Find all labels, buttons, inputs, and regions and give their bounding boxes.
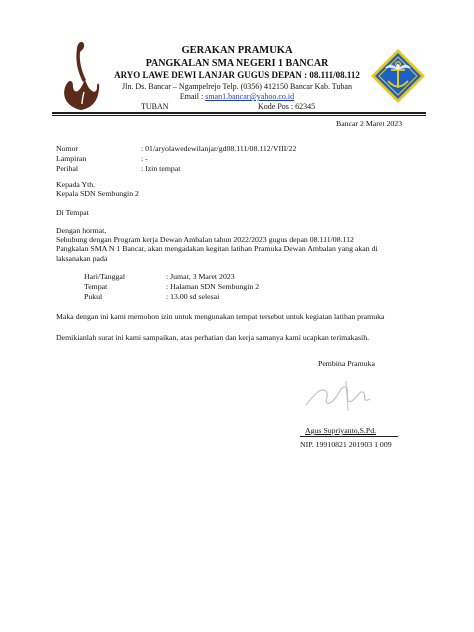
address-line: Jln. Ds. Bancar – Ngampelrejo Telp. (0356) 412150 Bancar Kab. Tuban bbox=[122, 82, 352, 91]
recipient-salutation: Kepada Yth. bbox=[56, 180, 96, 189]
meta-value-perihal: : Izin tempat bbox=[141, 164, 181, 173]
email-link[interactable]: sman1.bancar@yahoo.co.id bbox=[205, 92, 295, 101]
signature-title: Pembina Pramuka bbox=[318, 359, 375, 368]
paragraph-1-line-1: Sehubung dengan Program kerja Dewan Ambalan tahun 2022/2023 gugus depan 08.111/08.112 bbox=[56, 235, 354, 244]
school-name: PANGKALAN SMA NEGERI 1 BANCAR bbox=[145, 58, 329, 69]
signature-underline bbox=[300, 436, 398, 437]
detail-label-hari: Hari/Tanggal bbox=[84, 272, 126, 281]
meta-value-nomor: : 01/aryolawedewilanjar/gd08.111/08.112/VIII/22 bbox=[141, 144, 297, 153]
meta-label-perihal: Perihal bbox=[56, 164, 79, 173]
greeting: Dengan hormat, bbox=[56, 226, 107, 235]
gugus-depan-title: ARYO LAWE DEWI LANJAR GUGUS DEPAN : 08.111/08.112 bbox=[114, 70, 360, 80]
signatory-nip: NIP. 19910821 201903 1 009 bbox=[300, 440, 392, 449]
detail-value-pukul: : 13.00 sd selesai bbox=[166, 292, 220, 301]
paragraph-1-line-3: laksanakan pada bbox=[56, 254, 108, 263]
email-line bbox=[0, 93, 474, 101]
recipient-name: Kepala SDN Sembungin 2 bbox=[56, 189, 139, 198]
city-label: TUBAN bbox=[141, 102, 169, 111]
paragraph-3: Demikianlah surat ini kami sampaikan, atas perhatian dan kerja samanya kami ucapkan terimakasih. bbox=[56, 333, 370, 342]
letterhead-divider bbox=[52, 112, 426, 114]
signatory-name: Agus Supriyanto,S.Pd. bbox=[305, 426, 377, 435]
detail-label-pukul: Pukul bbox=[84, 292, 103, 301]
meta-label-nomor: Nomor bbox=[56, 144, 79, 153]
meta-label-lampiran: Lampiran bbox=[56, 154, 87, 163]
detail-value-hari: : Jumat, 3 Maret 2023 bbox=[166, 272, 235, 281]
email-label: Email : bbox=[179, 92, 204, 101]
detail-label-tempat: Tempat bbox=[84, 282, 108, 291]
detail-value-tempat: : Halaman SDN Sembungin 2 bbox=[166, 282, 260, 291]
recipient-place: Di Tempat bbox=[56, 208, 89, 217]
letter-date: Bancar 2 Maret 2023 bbox=[336, 119, 403, 128]
postcode-label: Kode Pos : 62345 bbox=[258, 102, 316, 111]
paragraph-1-line-2: Pangkalan SMA N 1 Bancar, akan mengadakan kegitan latihan Pramuka Dewan Ambalan yang akan di bbox=[56, 244, 378, 253]
meta-value-lampiran: : - bbox=[141, 154, 148, 163]
paragraph-2: Maka dengan ini kami memohon izin untuk mengunakan tempat tersebut untuk kegiatan latihan pramuka bbox=[56, 312, 385, 321]
handwritten-signature bbox=[300, 375, 380, 415]
letterhead-divider-thin bbox=[52, 115, 426, 116]
org-name: GERAKAN PRAMUKA bbox=[181, 45, 293, 56]
